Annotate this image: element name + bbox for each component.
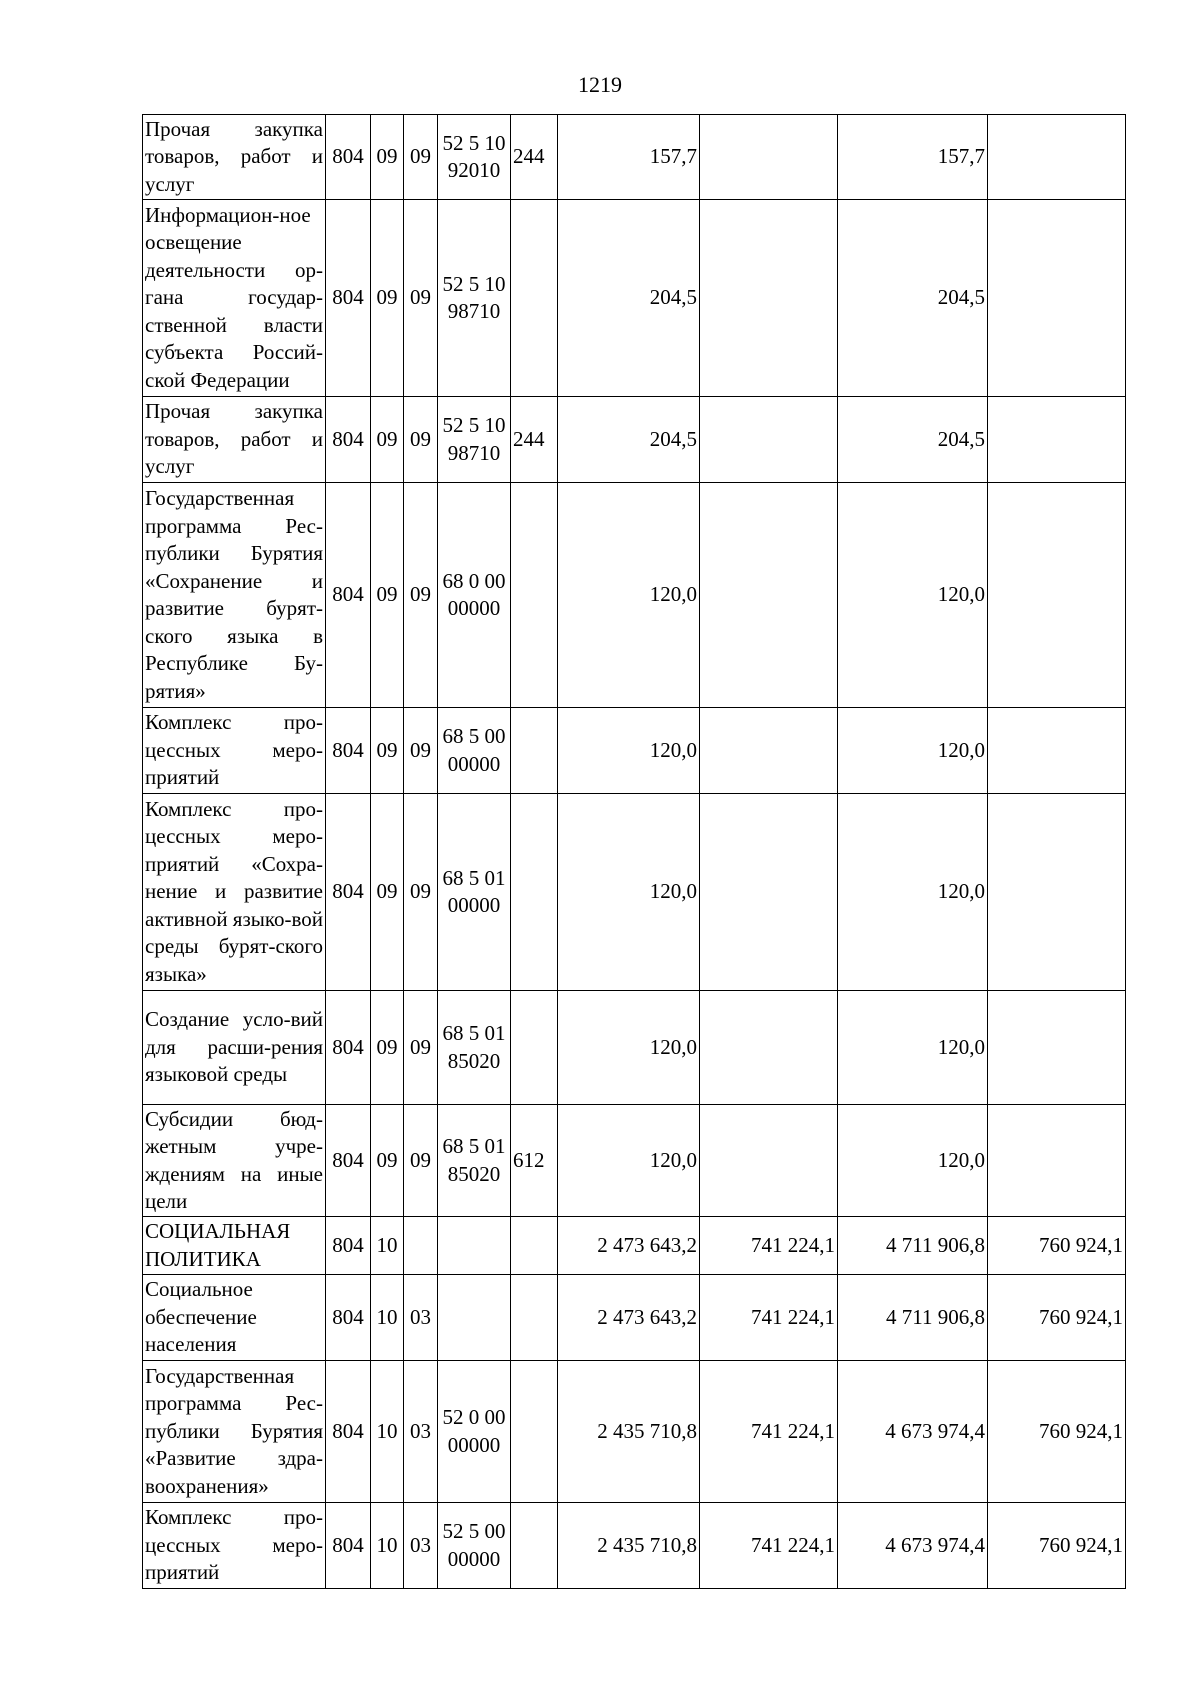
table-row bbox=[143, 1275, 1126, 1361]
item-name-cell: Комплекс про-цессных меро-приятий «Сохра-нение и развитие активной языко-вой среды бурят-ского языка» bbox=[143, 794, 326, 991]
expense-type-cell bbox=[511, 794, 558, 991]
amount-federal-1-cell bbox=[700, 397, 838, 483]
subsection-code-cell: 09 bbox=[404, 708, 438, 794]
item-name-cell: Государственная программа Рес-публики Бурятия «Сохранение и развитие бурят-ского языка в Республике Бу-рятия» bbox=[143, 483, 326, 708]
amount-federal-2-cell bbox=[988, 115, 1126, 200]
item-name-cell: Создание усло-вий для расши-рения языковой среды bbox=[143, 991, 326, 1105]
subsection-code-cell: 09 bbox=[404, 115, 438, 200]
ministry-code-cell: 804 bbox=[326, 1217, 371, 1275]
expense-type-cell bbox=[511, 708, 558, 794]
item-name-cell: СОЦИАЛЬНАЯ ПОЛИТИКА bbox=[143, 1217, 326, 1275]
expense-type-cell bbox=[511, 200, 558, 397]
subsection-code-cell: 09 bbox=[404, 483, 438, 708]
expense-type-cell: 244 bbox=[511, 115, 558, 200]
amount-federal-2-cell bbox=[988, 1105, 1126, 1217]
target-article-cell: 52 5 10 98710 bbox=[438, 397, 511, 483]
section-code-cell: 09 bbox=[371, 794, 404, 991]
amount-total-1-cell: 204,5 bbox=[558, 200, 700, 397]
target-article-cell: 68 5 01 00000 bbox=[438, 794, 511, 991]
ministry-code-cell: 804 bbox=[326, 1503, 371, 1589]
ministry-code-cell: 804 bbox=[326, 794, 371, 991]
ministry-code-cell: 804 bbox=[326, 200, 371, 397]
amount-total-1-cell: 2 473 643,2 bbox=[558, 1275, 700, 1361]
table-row bbox=[143, 991, 1126, 1105]
amount-federal-1-cell bbox=[700, 115, 838, 200]
item-name-cell: Субсидии бюд-жетным учре-ждениям на иные цели bbox=[143, 1105, 326, 1217]
subsection-code-cell: 09 bbox=[404, 991, 438, 1105]
section-code-cell: 10 bbox=[371, 1217, 404, 1275]
amount-federal-2-cell: 760 924,1 bbox=[988, 1503, 1126, 1589]
ministry-code-cell: 804 bbox=[326, 1361, 371, 1503]
ministry-code-cell: 804 bbox=[326, 1275, 371, 1361]
ministry-code-cell: 804 bbox=[326, 397, 371, 483]
ministry-code-cell: 804 bbox=[326, 115, 371, 200]
expense-type-cell bbox=[511, 1275, 558, 1361]
target-article-cell bbox=[438, 1217, 511, 1275]
amount-federal-2-cell: 760 924,1 bbox=[988, 1275, 1126, 1361]
amount-total-2-cell: 120,0 bbox=[838, 483, 988, 708]
amount-federal-1-cell bbox=[700, 1105, 838, 1217]
amount-federal-1-cell: 741 224,1 bbox=[700, 1275, 838, 1361]
target-article-cell: 52 5 00 00000 bbox=[438, 1503, 511, 1589]
subsection-code-cell: 09 bbox=[404, 794, 438, 991]
amount-total-1-cell: 120,0 bbox=[558, 1105, 700, 1217]
item-name-cell: Прочая закупка товаров, работ и услуг bbox=[143, 397, 326, 483]
expense-type-cell bbox=[511, 1217, 558, 1275]
subsection-code-cell: 09 bbox=[404, 397, 438, 483]
amount-federal-2-cell bbox=[988, 794, 1126, 991]
item-name-cell: Комплекс про-цессных меро-приятий bbox=[143, 708, 326, 794]
item-name-cell: Прочая закупка товаров, работ и услуг bbox=[143, 115, 326, 200]
target-article-cell: 68 5 01 85020 bbox=[438, 991, 511, 1105]
item-name-cell: Социальное обеспечение населения bbox=[143, 1275, 326, 1361]
amount-total-2-cell: 120,0 bbox=[838, 794, 988, 991]
section-code-cell: 10 bbox=[371, 1503, 404, 1589]
amount-total-2-cell: 120,0 bbox=[838, 708, 988, 794]
expense-type-cell bbox=[511, 483, 558, 708]
amount-total-2-cell: 204,5 bbox=[838, 200, 988, 397]
expense-type-cell: 244 bbox=[511, 397, 558, 483]
table-row bbox=[143, 1361, 1126, 1503]
amount-total-1-cell: 157,7 bbox=[558, 115, 700, 200]
subsection-code-cell: 03 bbox=[404, 1275, 438, 1361]
amount-federal-1-cell: 741 224,1 bbox=[700, 1217, 838, 1275]
amount-total-2-cell: 157,7 bbox=[838, 115, 988, 200]
amount-federal-1-cell: 741 224,1 bbox=[700, 1503, 838, 1589]
table-row bbox=[143, 200, 1126, 397]
amount-total-1-cell: 120,0 bbox=[558, 991, 700, 1105]
amount-federal-1-cell bbox=[700, 991, 838, 1105]
ministry-code-cell: 804 bbox=[326, 991, 371, 1105]
amount-total-1-cell: 2 435 710,8 bbox=[558, 1503, 700, 1589]
item-name-cell: Комплекс про-цессных меро-приятий bbox=[143, 1503, 326, 1589]
subsection-code-cell: 03 bbox=[404, 1503, 438, 1589]
table-row bbox=[143, 397, 1126, 483]
target-article-cell: 52 0 00 00000 bbox=[438, 1361, 511, 1503]
amount-total-2-cell: 120,0 bbox=[838, 1105, 988, 1217]
item-name-cell: Государственная программа Рес-публики Бурятия «Развитие здра-воохранения» bbox=[143, 1361, 326, 1503]
page-number: 1219 bbox=[578, 72, 622, 97]
amount-total-2-cell: 204,5 bbox=[838, 397, 988, 483]
target-article-cell: 68 5 00 00000 bbox=[438, 708, 511, 794]
table-row bbox=[143, 794, 1126, 991]
section-code-cell: 09 bbox=[371, 200, 404, 397]
target-article-cell: 52 5 10 98710 bbox=[438, 200, 511, 397]
amount-total-2-cell: 4 711 906,8 bbox=[838, 1275, 988, 1361]
section-code-cell: 10 bbox=[371, 1361, 404, 1503]
expense-type-cell bbox=[511, 1361, 558, 1503]
amount-federal-1-cell bbox=[700, 200, 838, 397]
expense-type-cell: 612 bbox=[511, 1105, 558, 1217]
expense-type-cell bbox=[511, 1503, 558, 1589]
ministry-code-cell: 804 bbox=[326, 483, 371, 708]
section-code-cell: 09 bbox=[371, 708, 404, 794]
amount-total-1-cell: 204,5 bbox=[558, 397, 700, 483]
amount-total-1-cell: 2 473 643,2 bbox=[558, 1217, 700, 1275]
amount-federal-2-cell: 760 924,1 bbox=[988, 1361, 1126, 1503]
amount-federal-1-cell bbox=[700, 794, 838, 991]
section-code-cell: 09 bbox=[371, 991, 404, 1105]
amount-federal-2-cell bbox=[988, 397, 1126, 483]
amount-total-1-cell: 120,0 bbox=[558, 794, 700, 991]
target-article-cell: 52 5 10 92010 bbox=[438, 115, 511, 200]
ministry-code-cell: 804 bbox=[326, 708, 371, 794]
target-article-cell: 68 5 01 85020 bbox=[438, 1105, 511, 1217]
amount-total-2-cell: 4 673 974,4 bbox=[838, 1503, 988, 1589]
amount-federal-1-cell bbox=[700, 483, 838, 708]
amount-total-2-cell: 4 711 906,8 bbox=[838, 1217, 988, 1275]
item-name-cell: Информацион-ное освещение деятельности ор-гана государ-ственной власти субъекта Россий-ской Федерации bbox=[143, 200, 326, 397]
amount-federal-1-cell bbox=[700, 708, 838, 794]
section-code-cell: 09 bbox=[371, 397, 404, 483]
table-row bbox=[143, 1217, 1126, 1275]
expense-type-cell bbox=[511, 991, 558, 1105]
section-code-cell: 09 bbox=[371, 115, 404, 200]
amount-federal-2-cell bbox=[988, 708, 1126, 794]
ministry-code-cell: 804 bbox=[326, 1105, 371, 1217]
section-code-cell: 09 bbox=[371, 1105, 404, 1217]
amount-federal-1-cell: 741 224,1 bbox=[700, 1361, 838, 1503]
amount-total-1-cell: 2 435 710,8 bbox=[558, 1361, 700, 1503]
amount-federal-2-cell bbox=[988, 483, 1126, 708]
subsection-code-cell bbox=[404, 1217, 438, 1275]
target-article-cell: 68 0 00 00000 bbox=[438, 483, 511, 708]
table-row bbox=[143, 708, 1126, 794]
section-code-cell: 10 bbox=[371, 1275, 404, 1361]
subsection-code-cell: 09 bbox=[404, 200, 438, 397]
budget-table-body bbox=[143, 115, 1126, 1589]
target-article-cell bbox=[438, 1275, 511, 1361]
table-row bbox=[143, 483, 1126, 708]
amount-federal-2-cell: 760 924,1 bbox=[988, 1217, 1126, 1275]
subsection-code-cell: 03 bbox=[404, 1361, 438, 1503]
table-row bbox=[143, 1105, 1126, 1217]
budget-table bbox=[142, 114, 1126, 1589]
amount-total-2-cell: 4 673 974,4 bbox=[838, 1361, 988, 1503]
amount-total-1-cell: 120,0 bbox=[558, 708, 700, 794]
section-code-cell: 09 bbox=[371, 483, 404, 708]
subsection-code-cell: 09 bbox=[404, 1105, 438, 1217]
table-row bbox=[143, 1503, 1126, 1589]
amount-federal-2-cell bbox=[988, 991, 1126, 1105]
amount-total-2-cell: 120,0 bbox=[838, 991, 988, 1105]
table-row bbox=[143, 115, 1126, 200]
amount-total-1-cell: 120,0 bbox=[558, 483, 700, 708]
amount-federal-2-cell bbox=[988, 200, 1126, 397]
